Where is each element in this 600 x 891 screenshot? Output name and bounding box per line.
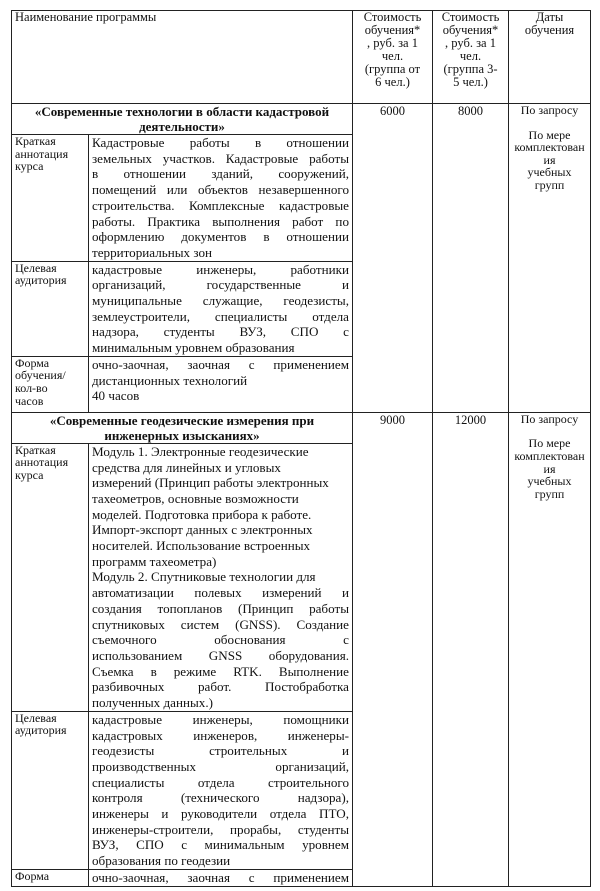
audience-label: Целевая аудитория <box>12 261 89 356</box>
form-text: очно-заочная, заочная с применением <box>89 869 353 886</box>
audience-text: кадастровые инженеры, работники организаций, государственные и муниципальные служащие, геодезисты, землеустроители, специалисты отдела надзора, студенты ВУЗ, СПО с минимальным уровнем образования <box>89 261 353 356</box>
annotation-label: Краткая аннотация курса <box>12 135 89 262</box>
header-row <box>12 11 591 104</box>
price-small-group: 12000 <box>433 412 509 886</box>
annotation-text: Модуль 1. Электронные геодезические средства для линейных и угловых измерений (Принцип работы электронных тахеометров, основные возможности моделей. Подготовка прибора к работе. Импорт-экспорт данных с электронных носителей. Использование встроенных программ тахеометра) Модуль 2. Спутниковые технологии для автоматизации полевых измерений и создания топопланов (Принцип работы спутниковых систем (GNSS). Создание съемочного обоснования с использованием GNSS оборудования. Съемка в режиме RTK. Выполнение разбивочных работ. Постобработка полученных данных.) <box>89 443 353 711</box>
form-text: очно-заочная, заочная с применением дистанционных технологий 40 часов <box>89 356 353 412</box>
annotation-text: Кадастровые работы в отношении земельных участков. Кадастровые работы в отношении зданий, сооружений, помещений или объектов незавершенного строительства. Комплексные кадастровые работы. Практика выполнения работ по оформлению документов в отношении территориальных зон <box>89 135 353 262</box>
annotation-label: Краткая аннотация курса <box>12 443 89 711</box>
header-dates: Даты обучения <box>509 11 591 104</box>
program-title: «Современные технологии в области кадастровой деятельности» <box>12 104 353 135</box>
header-price-small-group: Стоимость обучения* , руб. за 1 чел. (группа 3- 5 чел.) <box>433 11 509 104</box>
program-title: «Современные геодезические измерения при инженерных изысканиях» <box>12 412 353 443</box>
form-label: Форма обучения/ кол-во часов <box>12 356 89 412</box>
training-dates: По запросу По мере комплектован ия учебных групп <box>509 104 591 413</box>
course-table <box>11 10 591 887</box>
program-title-row <box>12 104 591 135</box>
price-large-group: 6000 <box>353 104 433 413</box>
price-large-group: 9000 <box>353 412 433 886</box>
program-title-row <box>12 412 591 443</box>
header-price-large-group: Стоимость обучения* , руб. за 1 чел. (группа от 6 чел.) <box>353 11 433 104</box>
audience-text: кадастровые инженеры, помощники кадастровых инженеров, инженеры- геодезисты строительных и производственных организаций, специалисты отдела строительного контроля (технического надзора), инженеры и руководители отдела ПТО, инженеры-строители, прорабы, студенты ВУЗ, СПО с минимальным уровнем образования по геодезии <box>89 711 353 869</box>
form-label: Форма <box>12 869 89 886</box>
price-small-group: 8000 <box>433 104 509 413</box>
header-program-name: Наименование программы <box>12 11 353 104</box>
training-dates: По запросу По мере комплектован ия учебных групп <box>509 412 591 886</box>
audience-label: Целевая аудитория <box>12 711 89 869</box>
